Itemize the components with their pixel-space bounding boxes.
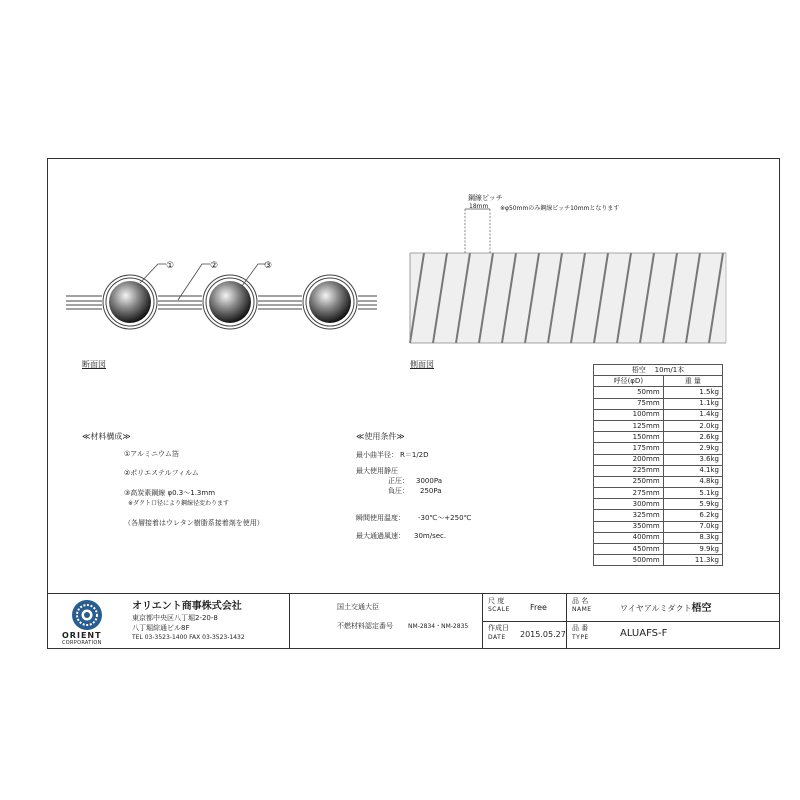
table-row bbox=[594, 420, 723, 431]
weight-cell: 11.3kg bbox=[663, 555, 722, 566]
weight-table-title bbox=[594, 365, 723, 376]
callout-2: ② bbox=[210, 261, 219, 271]
name-label-en: NAME bbox=[572, 606, 592, 613]
weight-table-title-left: 梧空 bbox=[631, 365, 646, 374]
table-row bbox=[594, 443, 723, 454]
material-item-1: ①アルミニウム箔 bbox=[124, 450, 179, 458]
bend-label: 最小曲半径： bbox=[356, 451, 398, 459]
pitch-label: 鋼線ピッチ bbox=[468, 194, 503, 202]
diameter-cell: 250mm bbox=[594, 476, 664, 487]
diameter-cell: 225mm bbox=[594, 465, 664, 476]
bend-value: R＝1/2D bbox=[400, 451, 429, 459]
table-row bbox=[594, 488, 723, 499]
side-view-duct bbox=[408, 189, 748, 349]
section-view-label: 断面図 bbox=[82, 360, 106, 369]
negative-value: 250Pa bbox=[420, 487, 442, 495]
weight-cell: 2.6kg bbox=[663, 432, 722, 443]
weight-table bbox=[593, 364, 723, 566]
table-row bbox=[594, 532, 723, 543]
weight-table-title-right: 10m/1本 bbox=[654, 365, 685, 374]
name-label-jp: 品 名 bbox=[572, 597, 589, 605]
pressure-label: 最大使用静圧 bbox=[356, 467, 398, 475]
pitch-value: 18mm bbox=[469, 203, 489, 210]
table-row bbox=[594, 510, 723, 521]
positive-label: 正圧： bbox=[388, 477, 409, 485]
company-address-1: 東京都中央区八丁堀2-20-8 bbox=[132, 614, 218, 622]
scale-label-en: SCALE bbox=[488, 606, 510, 613]
weight-cell: 1.5kg bbox=[663, 387, 722, 398]
diameter-cell: 175mm bbox=[594, 443, 664, 454]
diameter-cell: 125mm bbox=[594, 420, 664, 431]
scale-label-jp: 尺 度 bbox=[488, 597, 505, 605]
table-row bbox=[594, 398, 723, 409]
table-row bbox=[594, 465, 723, 476]
temp-value: -30℃～+250℃ bbox=[418, 514, 472, 522]
table-row bbox=[594, 432, 723, 443]
diameter-cell: 275mm bbox=[594, 488, 664, 499]
material-item-3: ③高炭素鋼線 φ0.3～1.3mm bbox=[124, 489, 216, 497]
wire-1 bbox=[103, 275, 157, 329]
material-item-3-note: ※ダクト口径により鋼線径変わります bbox=[128, 500, 230, 507]
weight-cell: 1.1kg bbox=[663, 398, 722, 409]
weight-cell: 4.8kg bbox=[663, 476, 722, 487]
diameter-cell: 325mm bbox=[594, 510, 664, 521]
weight-cell: 5.1kg bbox=[663, 488, 722, 499]
wire-2 bbox=[203, 275, 257, 329]
negative-label: 負圧： bbox=[388, 487, 409, 495]
weight-cell: 4.1kg bbox=[663, 465, 722, 476]
velocity-value: 30m/sec. bbox=[414, 532, 447, 540]
side-view-label: 側面図 bbox=[410, 360, 434, 369]
diameter-cell: 100mm bbox=[594, 409, 664, 420]
weight-cell: 7.0kg bbox=[663, 521, 722, 532]
positive-value: 3000Pa bbox=[416, 477, 443, 485]
product-name-main: ワイヤアルミダクト bbox=[620, 604, 692, 613]
wire-3 bbox=[303, 275, 357, 329]
table-row bbox=[594, 499, 723, 510]
diameter-cell: 75mm bbox=[594, 398, 664, 409]
table-row bbox=[594, 409, 723, 420]
weight-table-body bbox=[594, 387, 723, 566]
orient-logo-icon bbox=[70, 598, 104, 632]
diameter-cell: 300mm bbox=[594, 499, 664, 510]
header-weight: 重 量 bbox=[663, 376, 722, 387]
conditions-heading: ≪使用条件≫ bbox=[356, 432, 405, 441]
table-row bbox=[594, 555, 723, 566]
product-name-bold: 梧空 bbox=[691, 603, 712, 614]
table-row bbox=[594, 476, 723, 487]
diameter-cell: 450mm bbox=[594, 544, 664, 555]
date-label-jp: 作成日 bbox=[488, 624, 509, 632]
velocity-label: 最大通過風速： bbox=[356, 532, 405, 540]
diameter-cell: 350mm bbox=[594, 521, 664, 532]
scale-value: Free bbox=[530, 603, 547, 612]
diameter-cell: 400mm bbox=[594, 532, 664, 543]
section-view bbox=[62, 249, 392, 349]
cert-label: 不燃材料認定番号 bbox=[337, 622, 393, 630]
pitch-note: ※φ50mmのみ鋼線ピッチ10mmとなります bbox=[500, 205, 620, 212]
diameter-cell: 200mm bbox=[594, 454, 664, 465]
table-row bbox=[594, 544, 723, 555]
diameter-cell: 150mm bbox=[594, 432, 664, 443]
materials-heading: ≪材料構成≫ bbox=[82, 432, 131, 441]
date-label-en: DATE bbox=[488, 634, 506, 641]
company-address-2: 八丁堀綜通ビル8F bbox=[132, 624, 190, 632]
product-name bbox=[620, 604, 711, 614]
drawing-sheet bbox=[47, 158, 780, 649]
company-name: オリエント商事株式会社 bbox=[132, 601, 242, 612]
title-block bbox=[48, 593, 779, 649]
weight-cell: 5.9kg bbox=[663, 499, 722, 510]
header-diameter: 呼径(φD) bbox=[594, 376, 664, 387]
temp-label: 瞬間使用温度： bbox=[356, 514, 405, 522]
logo-text-corporation: CORPORATION bbox=[62, 640, 102, 646]
weight-cell: 8.3kg bbox=[663, 532, 722, 543]
company-tel-fax: TEL 03-3523-1400 FAX 03-3523-1432 bbox=[132, 634, 245, 641]
material-item-2: ②ポリエステルフィルム bbox=[124, 469, 199, 477]
diameter-cell: 500mm bbox=[594, 555, 664, 566]
ministry-label: 国土交通大臣 bbox=[337, 603, 379, 611]
weight-cell: 2.0kg bbox=[663, 420, 722, 431]
weight-cell: 2.9kg bbox=[663, 443, 722, 454]
weight-cell: 6.2kg bbox=[663, 510, 722, 521]
diameter-cell: 50mm bbox=[594, 387, 664, 398]
adhesive-note: （各層接着はウレタン樹脂系接着剤を使用） bbox=[124, 519, 264, 527]
table-row bbox=[594, 521, 723, 532]
weight-cell: 9.9kg bbox=[663, 544, 722, 555]
callout-3: ③ bbox=[264, 261, 273, 271]
type-label-en: TYPE bbox=[572, 634, 589, 641]
callout-1: ① bbox=[166, 261, 175, 271]
table-row bbox=[594, 387, 723, 398]
product-type: ALUAFS-F bbox=[620, 628, 668, 639]
logo-text-orient: ORIENT bbox=[62, 631, 102, 640]
weight-cell: 3.6kg bbox=[663, 454, 722, 465]
date-value: 2015.05.27 bbox=[520, 630, 566, 639]
cert-value: NM-2834・NM-2835 bbox=[408, 623, 469, 630]
weight-cell: 1.4kg bbox=[663, 409, 722, 420]
type-label-jp: 品 番 bbox=[572, 624, 589, 632]
table-row bbox=[594, 454, 723, 465]
